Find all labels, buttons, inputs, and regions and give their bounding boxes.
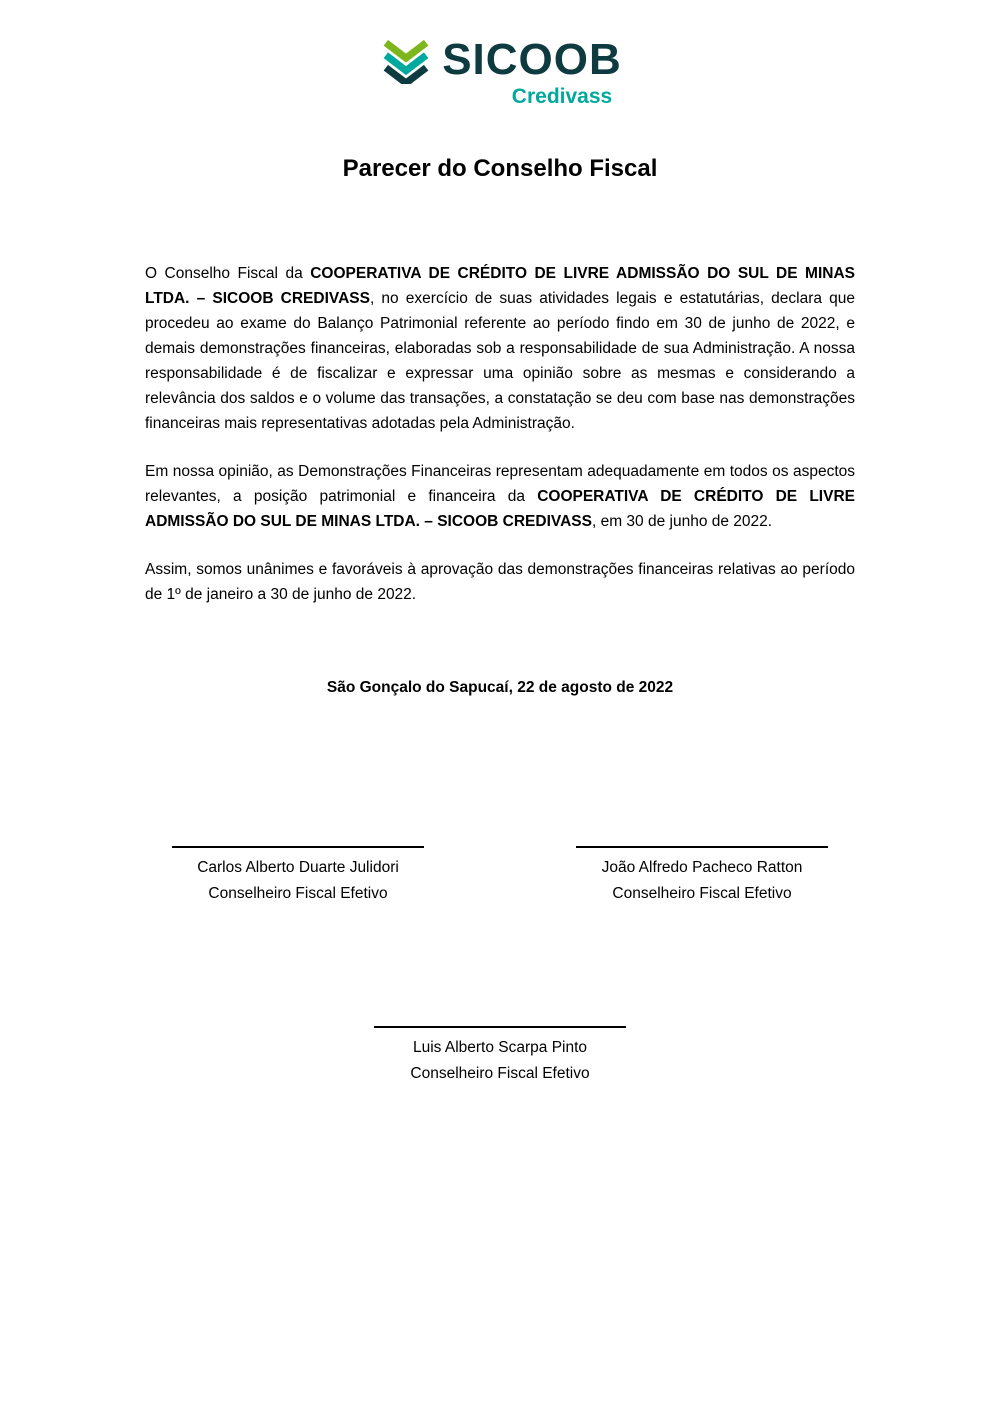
logo-row	[0, 36, 1000, 84]
logo-wordmark: SICOOB	[442, 35, 622, 84]
text-run: , em 30 de junho de 2022.	[591, 513, 773, 530]
text-run-bold: COOPERATIVA DE CRÉDITO DE LIVRE ADMISSÃO DO SUL DE MINAS LTDA. – SICOOB CREDIVASS	[145, 488, 855, 530]
signature-line	[576, 845, 828, 848]
page-title: Parecer do Conselho Fiscal	[342, 155, 658, 182]
sicoob-logo-icon	[378, 36, 434, 84]
signature-row-top	[0, 845, 1000, 907]
text-run: O Conselho Fiscal da	[145, 265, 311, 282]
signature-name: Luis Alberto Scarpa Pinto	[412, 1039, 588, 1056]
paragraph-1	[145, 261, 855, 436]
signature-name: Carlos Alberto Duarte Julidori	[197, 859, 399, 876]
paragraph-2	[145, 459, 855, 534]
paragraph-3	[145, 557, 855, 607]
signature-block-3	[350, 1025, 650, 1087]
signature-line	[172, 845, 424, 848]
signature-name: João Alfredo Pacheco Ratton	[601, 859, 803, 876]
text-run: Assim, somos unânimes e favoráveis à aprovação das demonstrações financeiras relativas ao período de 1º de janeiro a 30 de junho de 2022.	[145, 561, 855, 603]
signature-block-1	[148, 845, 448, 907]
signature-role: Conselheiro Fiscal Efetivo	[208, 885, 388, 902]
logo	[0, 0, 1000, 107]
signature-row-bottom	[0, 1025, 1000, 1087]
document-body	[145, 261, 855, 607]
text-run-bold: COOPERATIVA DE CRÉDITO DE LIVRE ADMISSÃO DO SUL DE MINAS LTDA. – SICOOB CREDIVASS	[145, 265, 855, 307]
dateline: São Gonçalo do Sapucaí, 22 de agosto de 2022	[326, 679, 674, 696]
signature-block-2	[552, 845, 852, 907]
text-run: Em nossa opinião, as Demonstrações Financeiras representam adequadamente em todos os aspectos relevantes, a posição patrimonial e financeira da	[145, 463, 855, 505]
signature-role: Conselheiro Fiscal Efetivo	[410, 1065, 590, 1082]
signature-role: Conselheiro Fiscal Efetivo	[612, 885, 792, 902]
signature-line	[374, 1025, 626, 1028]
text-run: , no exercício de suas atividades legais e estatutárias, declara que procedeu ao exame do Balanço Patrimonial referente ao período findo em 30 de junho de 2022, e demais demonstrações financeiras, elaboradas sob a responsabilidade de sua Administração. A nossa responsabilidade é de fiscalizar e expressar uma opinião sobre as mesmas e considerando a relevância dos saldos e o volume das transações, a constatação se deu com base nas demonstrações financeiras mais representativas adotadas pela Administração.	[145, 290, 855, 432]
logo-subtitle: Credivass	[511, 85, 613, 108]
